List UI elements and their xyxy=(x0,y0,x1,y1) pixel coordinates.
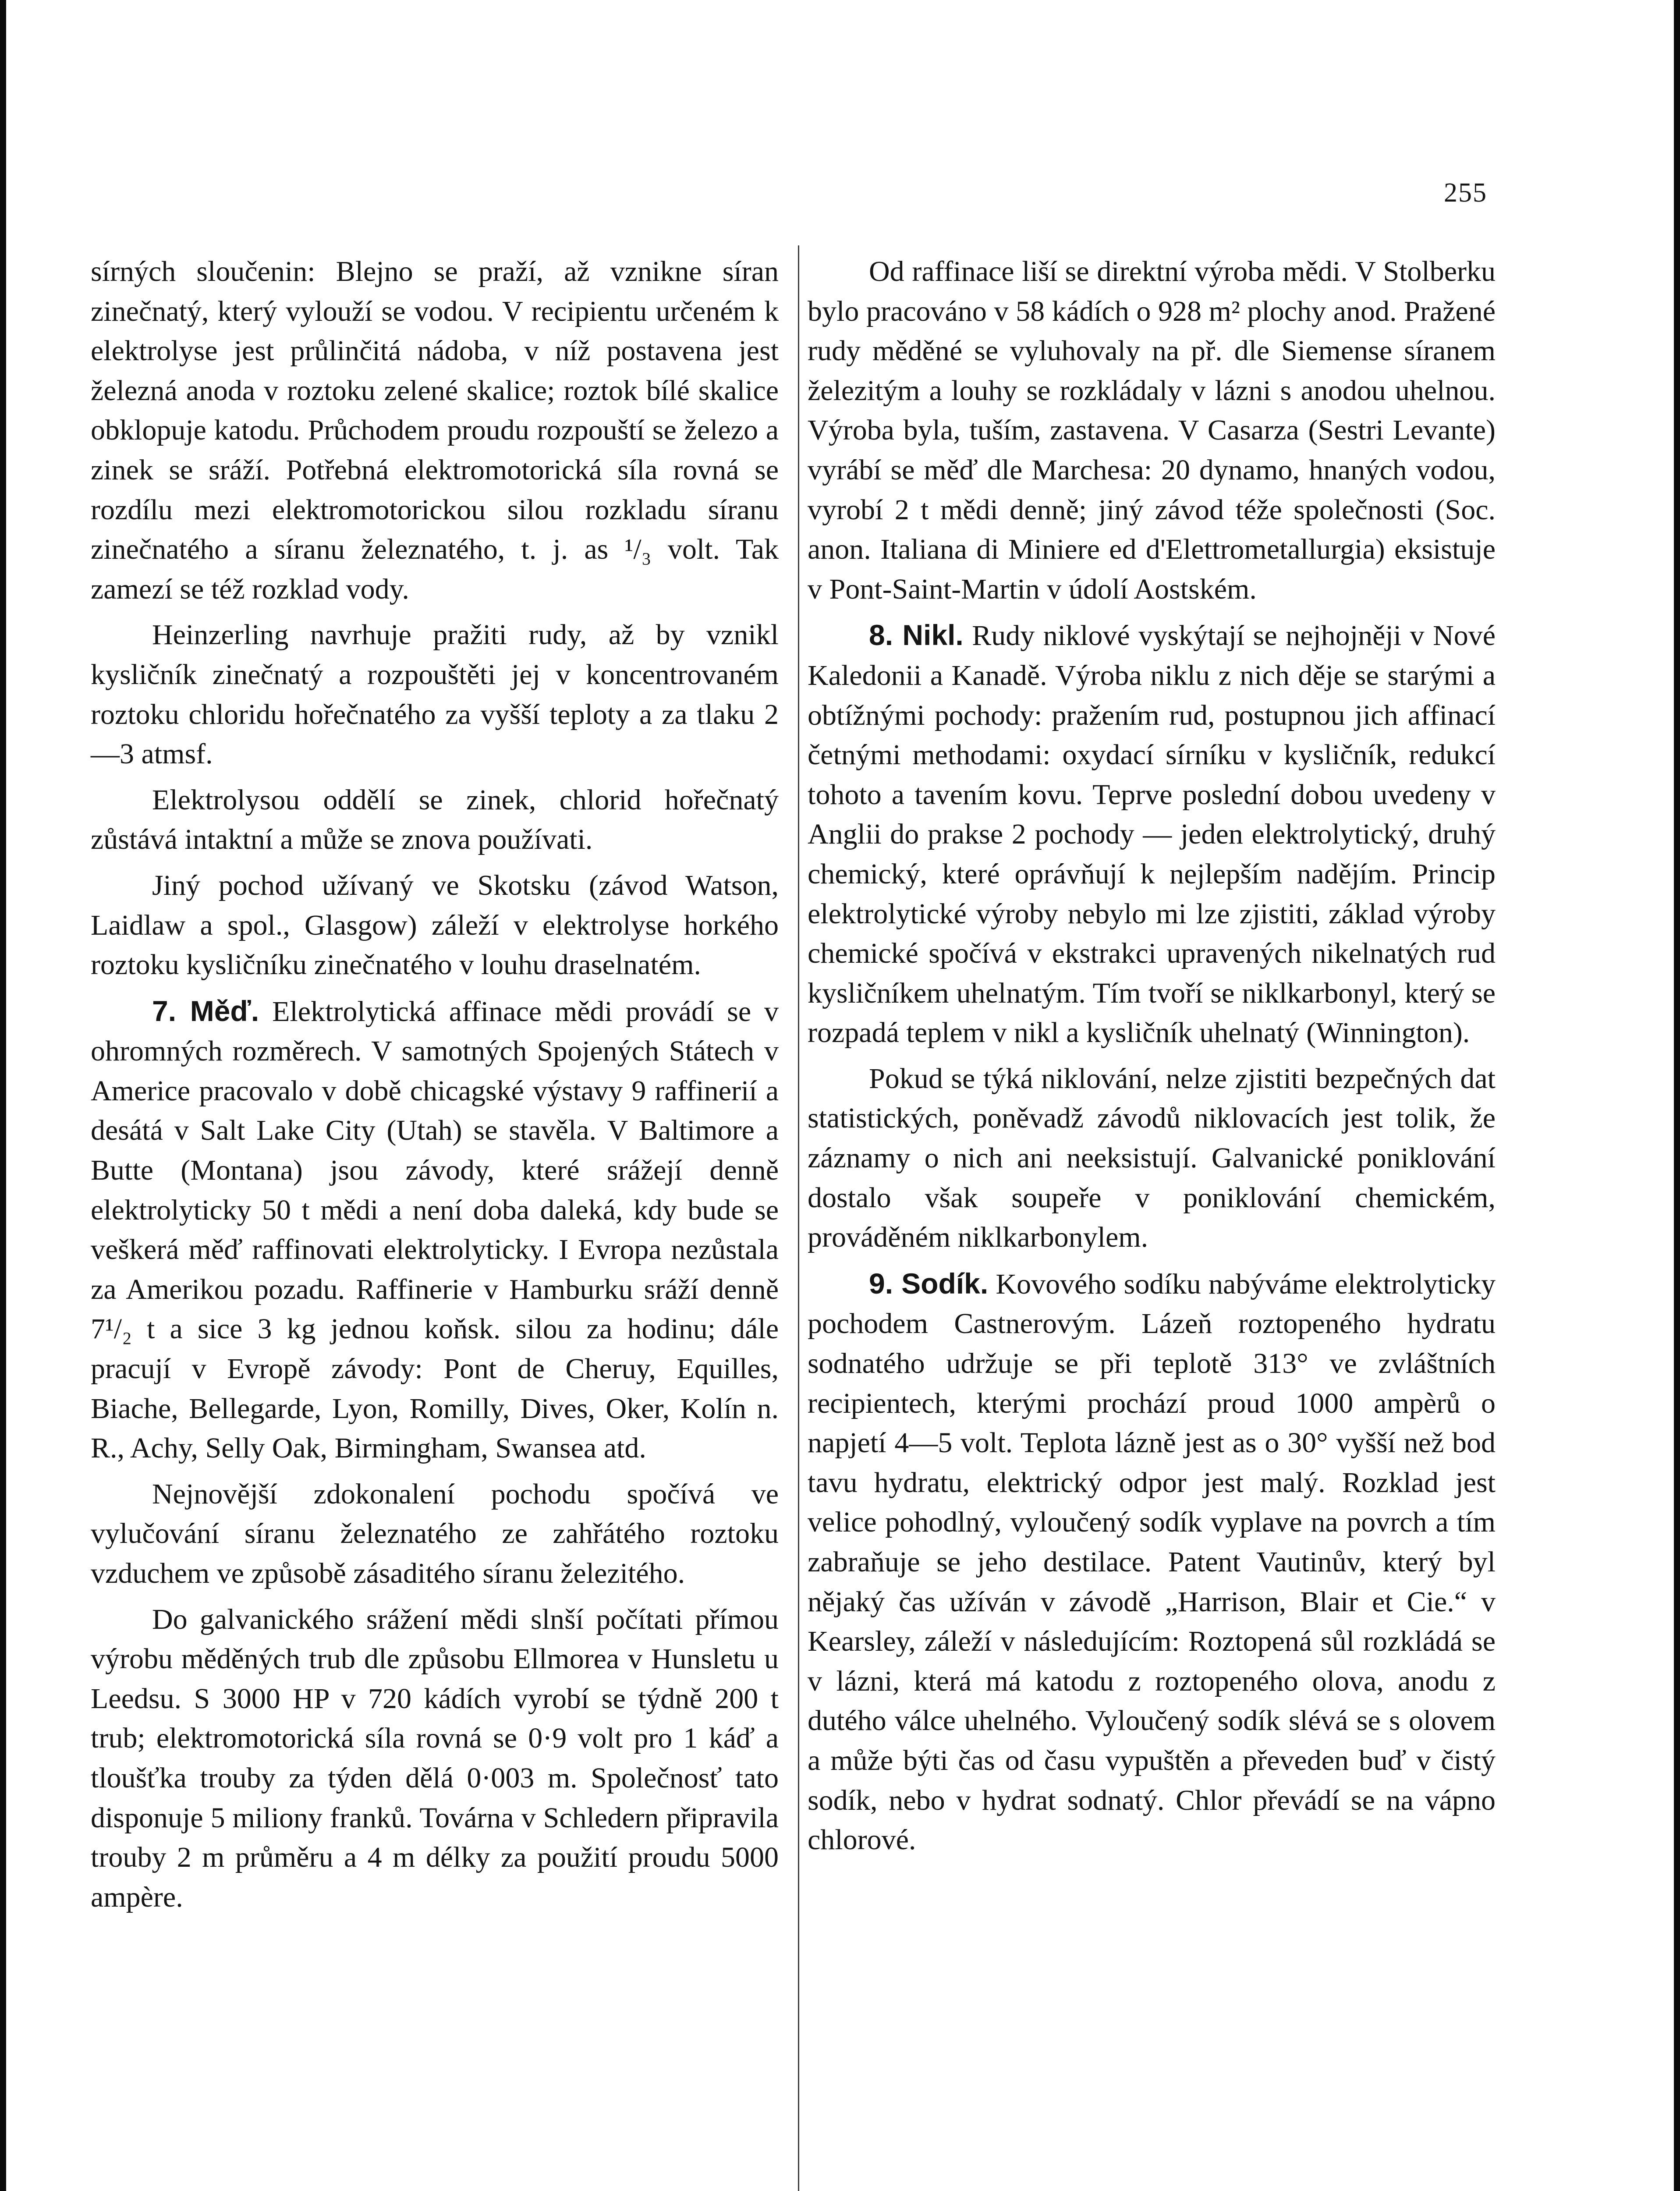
paragraph: 9. Sodík. Kovového sodíku nabýváme elektrolyticky pochodem Castnerovým. Lázeň roztopeného hydratu sodnatého udržuje se při teplotě 313° ve zvláštních recipientech, kterými prochází proud 1000 ampèrů o napjetí 4—5 volt. Teplota lázně jest as o 30° vyšší než bod tavu hydratu, elektrický odpor jest malý. Rozklad jest velice pohodlný, vyloučený sodík vyplave na povrch a tím zabraňuje se jeho destilace. Patent Vautinův, který byl nějaký čas užíván v závodě „Harrison, Blair et Cie.“ v Kearsley, záleží v následujícím: Roztopená sůl rozkládá se v lázni, která má katodu z roztopeného olova, anodu z dutého válce uhelného. Vyloučený sodík slévá se s olovem a může býti čas od času vypuštěn a převeden buď v čistý sodík, nebo v hydrat sodnatý. Chlor převádí se na vápno chlorové. xyxy=(808,1267,1496,1856)
paragraph: Pokud se týká niklování, nelze zjistiti bezpečných dat statistických, poněvadž závodů niklovacích jest tolik, že záznamy o nich ani neeksistují. Galvanické poniklování dostalo však soupeře v poniklování chemickém, prováděném niklkarbonylem. xyxy=(808,1062,1496,1254)
section-heading: 9. Sodík. xyxy=(869,1267,989,1300)
paragraph: 8. Nikl. Rudy niklové vyskýtají se nejhojněji v Nové Kaledonii a Kanadě. Výroba niklu z nich děje se starými a obtížnými pochody: pražením rud, postupnou jich affinací četnými methodami: oxydací sírníku v kysličník, redukcí tohoto a tavením kovu. Teprve poslední dobou uvedeny v Anglii do prakse 2 pochody — jeden elektrolytický, druhý chemický, které oprávňují k nejlepším nadějím. Princip elektrolytické výroby nebylo mi lze zjistiti, základ výroby chemické spočívá v ekstrakci upravených nikelnatých rud kysličníkem uhelnatým. Tím tvoří se niklkarbonyl, který se rozpadá teplem v nikl a kysličník uhelnatý (Winnington). xyxy=(808,619,1496,1049)
paragraph: Do galvanického srážení mědi slnší počítati přímou výrobu měděných trub dle způsobu Ellmorea v Hunsletu u Leedsu. S 3000 HP v 720 kádích vyrobí se týdně 200 t trub; elektromotorická síla rovná se 0·9 volt pro 1 káď a tloušťka trouby za týden dělá 0·003 m. Společnosť tato disponuje 5 miliony franků. Továrna v Schledern připravila trouby 2 m průměru a 4 m délky za použití proudu 5000 ampère. xyxy=(91,1603,779,1913)
paragraph: Heinzerling navrhuje pražiti rudy, až by vznikl kysličník zinečnatý a rozpouštěti jej v koncentrovaném roztoku chloridu hořečnatého za vyšší teploty a za tlaku 2—3 atmsf. xyxy=(91,619,779,770)
scan-border-right xyxy=(1674,0,1680,2191)
scan-border-left xyxy=(0,0,6,2191)
section-heading: 8. Nikl. xyxy=(869,619,964,652)
paragraph: 7. Měď. Elektrolytická affinace mědi provádí se v ohromných rozměrech. V samotných Spojených Státech v Americe pracovalo v době chicagské výstavy 9 raffinerií a desátá v Salt Lake City (Utah) se stavěla. V Baltimore a Butte (Montana) jsou závody, které srážejí denně elektrolyticky 50 t mědi a není doba daleká, kdy bude se veškerá měď raffinovati elektrolyticky. I Evropa nezůstala za Amerikou pozadu. Raffinerie v Hamburku sráží denně 7¹/₂ t a sice 3 kg jednou koňsk. silou za hodinu; dále pracují v Evropě závody: Pont de Cheruy, Equilles, Biache, Bellegarde, Lyon, Romilly, Dives, Oker, Kolín n. R., Achy, Selly Oak, Birmingham, Swansea atd. xyxy=(91,994,779,1464)
paragraph: Nejnovější zdokonalení pochodu spočívá ve vylučování síranu železnatého ze zahřátého roztoku vzduchem ve způsobě zásaditého síranu železitého. xyxy=(91,1478,779,1589)
paragraph: Elektrolysou oddělí se zinek, chlorid hořečnatý zůstává intaktní a může se znova používati. xyxy=(91,784,779,856)
right-column xyxy=(808,252,1496,1866)
paragraph: Jiný pochod užívaný ve Skotsku (závod Watson, Laidlaw a spol., Glasgow) záleží v elektrolyse horkého roztoku kysličníku zinečnatého v louhu draselnatém. xyxy=(91,869,779,981)
paragraph: Od raffinace liší se direktní výroba mědi. V Stolberku bylo pracováno v 58 kádích o 928 m² plochy anod. Pražené rudy měděné se vyluhovaly na př. dle Siemense síranem železitým a louhy se rozkládaly v lázni s anodou uhelnou. Výroba byla, tuším, zastavena. V Casarza (Sestri Levante) vyrábí se měď dle Marchesa: 20 dynamo, hnaných vodou, vyrobí 2 t mědi denně; jiný závod téže společnosti (Soc. anon. Italiana di Miniere ed d'Elettrometallurgia) eksistuje v Pont-Saint-Martin v údolí Aostském. xyxy=(808,255,1496,605)
page-number: 255 xyxy=(1444,178,1487,208)
column-divider xyxy=(798,245,799,2191)
section-heading: 7. Měď. xyxy=(152,994,259,1027)
paragraph: sírných sloučenin: Blejno se praží, až vznikne síran zinečnatý, který vylouží se vodou. V recipientu určeném k elektrolyse jest průlinčitá nádoba, v níž postavena jest železná anoda v roztoku zelené skalice; roztok bílé skalice obklopuje katodu. Průchodem proudu rozpouští se železo a zinek se sráží. Potřebná elektromotorická síla rovná se rozdílu mezi elektromotorickou silou rozkladu síranu zinečnatého a síranu železnatého, t. j. as ¹/₃ volt. Tak zamezí se též rozklad vody. xyxy=(91,255,779,605)
left-column xyxy=(91,252,779,1923)
